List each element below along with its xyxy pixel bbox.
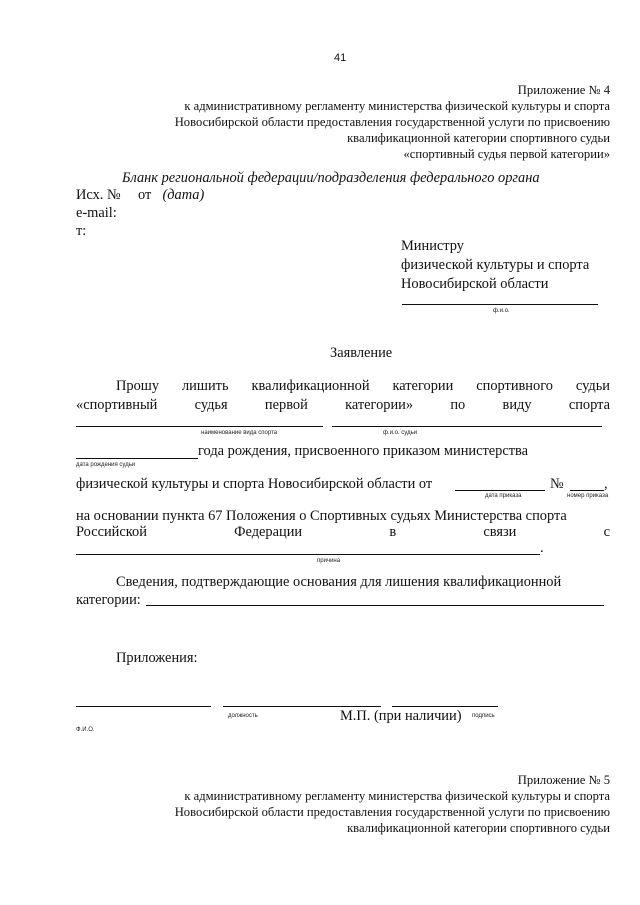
reason-line <box>76 554 540 555</box>
addressee-fio-line <box>402 304 598 305</box>
email-label: e-mail: <box>76 205 117 221</box>
appendix-5-line: Приложение № 5 <box>517 773 610 787</box>
addressee-fio-caption: ф.и.о. <box>493 308 510 314</box>
signature-line <box>392 706 498 707</box>
sport-name-line <box>76 426 323 427</box>
word: в <box>389 524 397 540</box>
fio-sign-line <box>76 706 211 707</box>
word: «спортивный <box>76 397 158 413</box>
number-sign: № <box>550 476 564 492</box>
order-number-line <box>570 490 604 491</box>
word: квалификационной <box>251 378 370 394</box>
basis-line-2 <box>76 524 610 541</box>
word: лишить <box>182 378 229 394</box>
appendix-4-line: квалификационной категории спортивного судьи <box>347 131 610 145</box>
birth-date-line <box>76 458 198 459</box>
appendix-4-line: к административному регламенту министерства физической культуры и спорта <box>184 99 610 113</box>
stamp-label: М.П. (при наличии) <box>340 708 462 724</box>
basis-line-1: на основании пункта 67 Положения о Спортивных судьях Министерства спорта <box>76 508 567 524</box>
judge-fio-line <box>332 426 602 427</box>
appendix-5-line: квалификационной категории спортивного судьи <box>347 821 610 835</box>
order-date-caption: дата приказа <box>485 493 522 499</box>
document-title: Заявление <box>330 345 393 361</box>
word: спорта <box>568 397 610 413</box>
judge-fio-caption: ф.и.о. судьи <box>383 430 418 436</box>
word: виду <box>502 397 532 413</box>
attachments-label: Приложения: <box>116 650 198 666</box>
word: связи <box>483 524 517 540</box>
appendix-4-line: Приложение № 4 <box>517 83 610 97</box>
ref-from: от <box>137 187 152 203</box>
word: судья <box>194 397 228 413</box>
word: Российской <box>76 524 147 540</box>
request-line-2 <box>76 397 610 414</box>
ref-date: (дата) <box>162 187 205 203</box>
ref-prefix: Исх. № <box>76 187 121 203</box>
info-line <box>146 605 604 606</box>
order-date-line <box>455 490 545 491</box>
word: Федерации <box>234 524 303 540</box>
sport-name-caption: наименование вида спорта <box>201 430 278 436</box>
reason-caption: причина <box>317 558 341 564</box>
birth-text: года рождения, присвоенного приказом министерства <box>198 443 529 459</box>
order-number-caption: номер приказа <box>567 493 609 499</box>
outgoing-ref <box>76 187 204 204</box>
word: судьи <box>575 378 610 394</box>
request-line-1 <box>76 378 610 395</box>
word: первой <box>264 397 308 413</box>
word: Прошу <box>116 378 160 394</box>
signature-caption: подпись <box>472 713 495 719</box>
appendix-5-line: к административному регламенту министерства физической культуры и спорта <box>184 789 610 803</box>
addressee-line: Новосибирской области <box>401 276 549 292</box>
info-line-1: Сведения, подтверждающие основания для лишения квалификационной <box>116 574 562 590</box>
letterhead-blank: Бланк региональной федерации/подразделения федерального органа <box>122 170 540 186</box>
word: по <box>450 397 466 413</box>
phone-label: т: <box>76 223 87 239</box>
period: . <box>540 540 544 556</box>
appendix-5-line: Новосибирской области предоставления государственной услуги по присвоению <box>174 805 610 819</box>
appendix-4-line: Новосибирской области предоставления государственной услуги по присвоению <box>174 115 610 129</box>
fio-caption: Ф.И.О. <box>76 727 95 733</box>
comma: , <box>604 476 608 492</box>
word: с <box>603 524 610 540</box>
word: категории <box>392 378 454 394</box>
word: спортивного <box>476 378 553 394</box>
birth-caption: дата рождения судьи <box>76 462 136 468</box>
addressee-line: физической культуры и спорта <box>401 257 590 273</box>
appendix-4-line: «спортивный судья первой категории» <box>403 147 610 161</box>
info-line-2: категории: <box>76 592 141 608</box>
position-sign-line <box>223 706 381 707</box>
order-text: физической культуры и спорта Новосибирской области от <box>76 476 433 492</box>
addressee-line: Министру <box>401 238 464 254</box>
word: категории» <box>345 397 414 413</box>
position-caption: должность <box>228 713 258 719</box>
page-number: 41 <box>334 52 347 64</box>
